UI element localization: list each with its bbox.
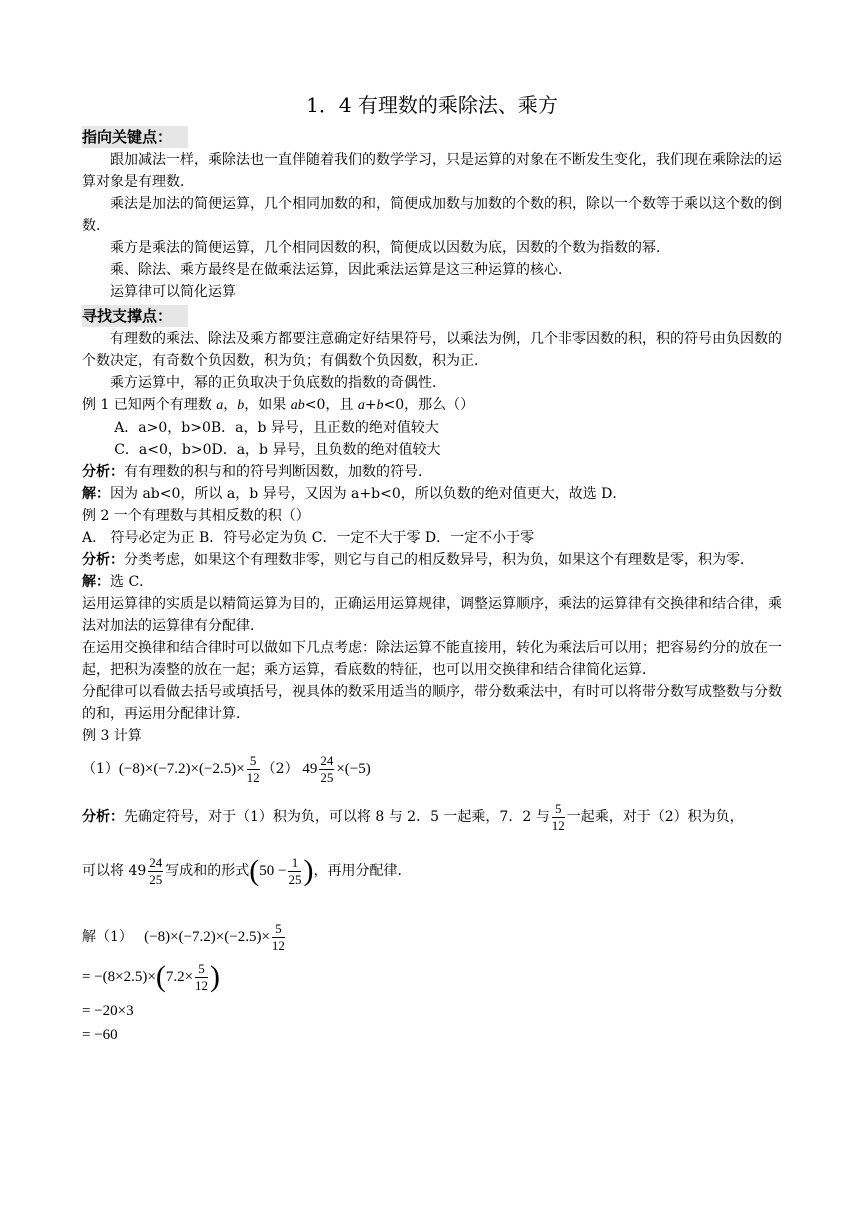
example-1-analysis: 分析：有有理数的积与和的符号判断因数，加数的符号． bbox=[82, 464, 432, 480]
example-1-solution: 解：因为 ab<0，所以 a，b 异号，又因为 a+b<0，所以负数的绝对值更大，故选 D． bbox=[82, 486, 627, 502]
example-3-problems: （1） (−8)×(−7.2)×(−2.5)× $\frac{5}{12}$ （2） 49 $\frac{24}{25}$ ×(−5) bbox=[82, 752, 371, 785]
example-1-stem: 例 1 已知两个有理数 a，b，如果 ab<0，且 a+b<0，那么（） bbox=[82, 397, 475, 413]
fraction-5-12: $\frac{5}{12}$ bbox=[246, 752, 260, 785]
paragraph: 乘、除法、乘方最终是在做乘法运算，因此乘法运算是这三种运算的核心． bbox=[110, 262, 572, 278]
note-paragraph: 运用运算律的实质是以精简运算为目的，正确运用运算规律，调整运算顺序，乘法的运算律有交换律和结合律，乘法对加法的运算律有分配律． bbox=[82, 596, 782, 634]
example-1-options-cd: C．a<0，b>0D．a，b 异号，且负数的绝对值较大 bbox=[114, 442, 441, 458]
section-heading-key-points: 指向关键点： bbox=[82, 126, 188, 148]
note-paragraph: 在运用交换律和结合律时可以做如下几点考虑：除法运算不能直接用，转化为乘法后可以用；把容易约分的放在一起，把积为凑整的放在一起；乘方运算，看底数的特征，也可以用交换律和结合律简化运算． bbox=[82, 640, 782, 678]
paragraph: 乘法是加法的简便运算，几个相同加数的和，简便成加数与加数的个数的积，除以一个数等于乘以这个数的倒数． bbox=[82, 196, 782, 234]
example-2-solution: 解：选 C． bbox=[82, 574, 154, 590]
note-paragraph: 分配律可以看做去括号或填括号，视具体的数采用适当的顺序，带分数乘法中，有时可以将带分数写成整数与分数的和，再运用分配律计算． bbox=[82, 684, 782, 722]
example-1-options-ab: A．a>0，b>0B．a，b 异号，且正数的绝对值较大 bbox=[114, 420, 439, 436]
problem-1-expression: (−8)×(−7.2)×(−2.5)× bbox=[118, 761, 245, 777]
solution-line-4: = −60 bbox=[82, 1027, 118, 1043]
paragraph: 乘方运算中，幂的正负取决于负底数的指数的奇偶性． bbox=[110, 375, 446, 391]
paragraph: 跟加减法一样，乘除法也一直伴随着我们的数学学习，只是运算的对象在不断发生变化，我们现在乘除法的运算对象是有理数． bbox=[82, 152, 782, 190]
document-page bbox=[82, 90, 782, 1047]
example-2-analysis: 分析：分类考虑，如果这个有理数非零，则它与自己的相反数异号，积为负，如果这个有理数是零，积为零． bbox=[82, 552, 754, 568]
paragraph: 有理数的乘法、除法及乘方都要注意确定好结果符号，以乘法为例，几个非零因数的积，积的符号由负因数的个数决定，有奇数个负因数，积为负；有偶数个负因数，积为正． bbox=[82, 331, 782, 369]
solution-line-1: 解（1） (−8)×(−7.2)×(−2.5)× $\frac{5}{12}$ bbox=[82, 920, 285, 953]
example-2-options: A． 符号必定为正 B．符号必定为负 C．一定不大于零 D．一定不小于零 bbox=[82, 530, 535, 546]
example-3-analysis-line2: 可以将 49 $\frac{24}{25}$ 写成和的形式 ( 50 − $\frac{1}{25}$ ) ，再用分配律． bbox=[82, 854, 412, 887]
page-title: 1．4 有理数的乘除法、乘方 bbox=[306, 93, 558, 117]
problem-2-expression: 49 $\frac{24}{25}$ ×(−5) bbox=[302, 752, 371, 785]
example-3-analysis-line1: 分析： 先确定符号，对于（1）积为负，可以将 8 与 2．5 一起乘，7．2 与 $\frac{5}{12}$ 一起乘，对于（2）积为负， bbox=[82, 800, 744, 833]
solution-line-3: = −20×3 bbox=[82, 1003, 134, 1019]
paragraph: 运算律可以简化运算 bbox=[110, 284, 236, 300]
paragraph: 乘方是乘法的简便运算，几个相同因数的积，简便成以因数为底，因数的个数为指数的幂． bbox=[110, 240, 670, 256]
example-2-stem: 例 2 一个有理数与其相反数的积（） bbox=[82, 508, 310, 524]
example-3-stem: 例 3 计算 bbox=[82, 728, 142, 744]
solution-line-2: = −(8×2.5)× ( 7.2× $\frac{5}{12}$ ) bbox=[82, 960, 221, 993]
section-heading-support-points: 寻找支撑点： bbox=[82, 305, 188, 327]
